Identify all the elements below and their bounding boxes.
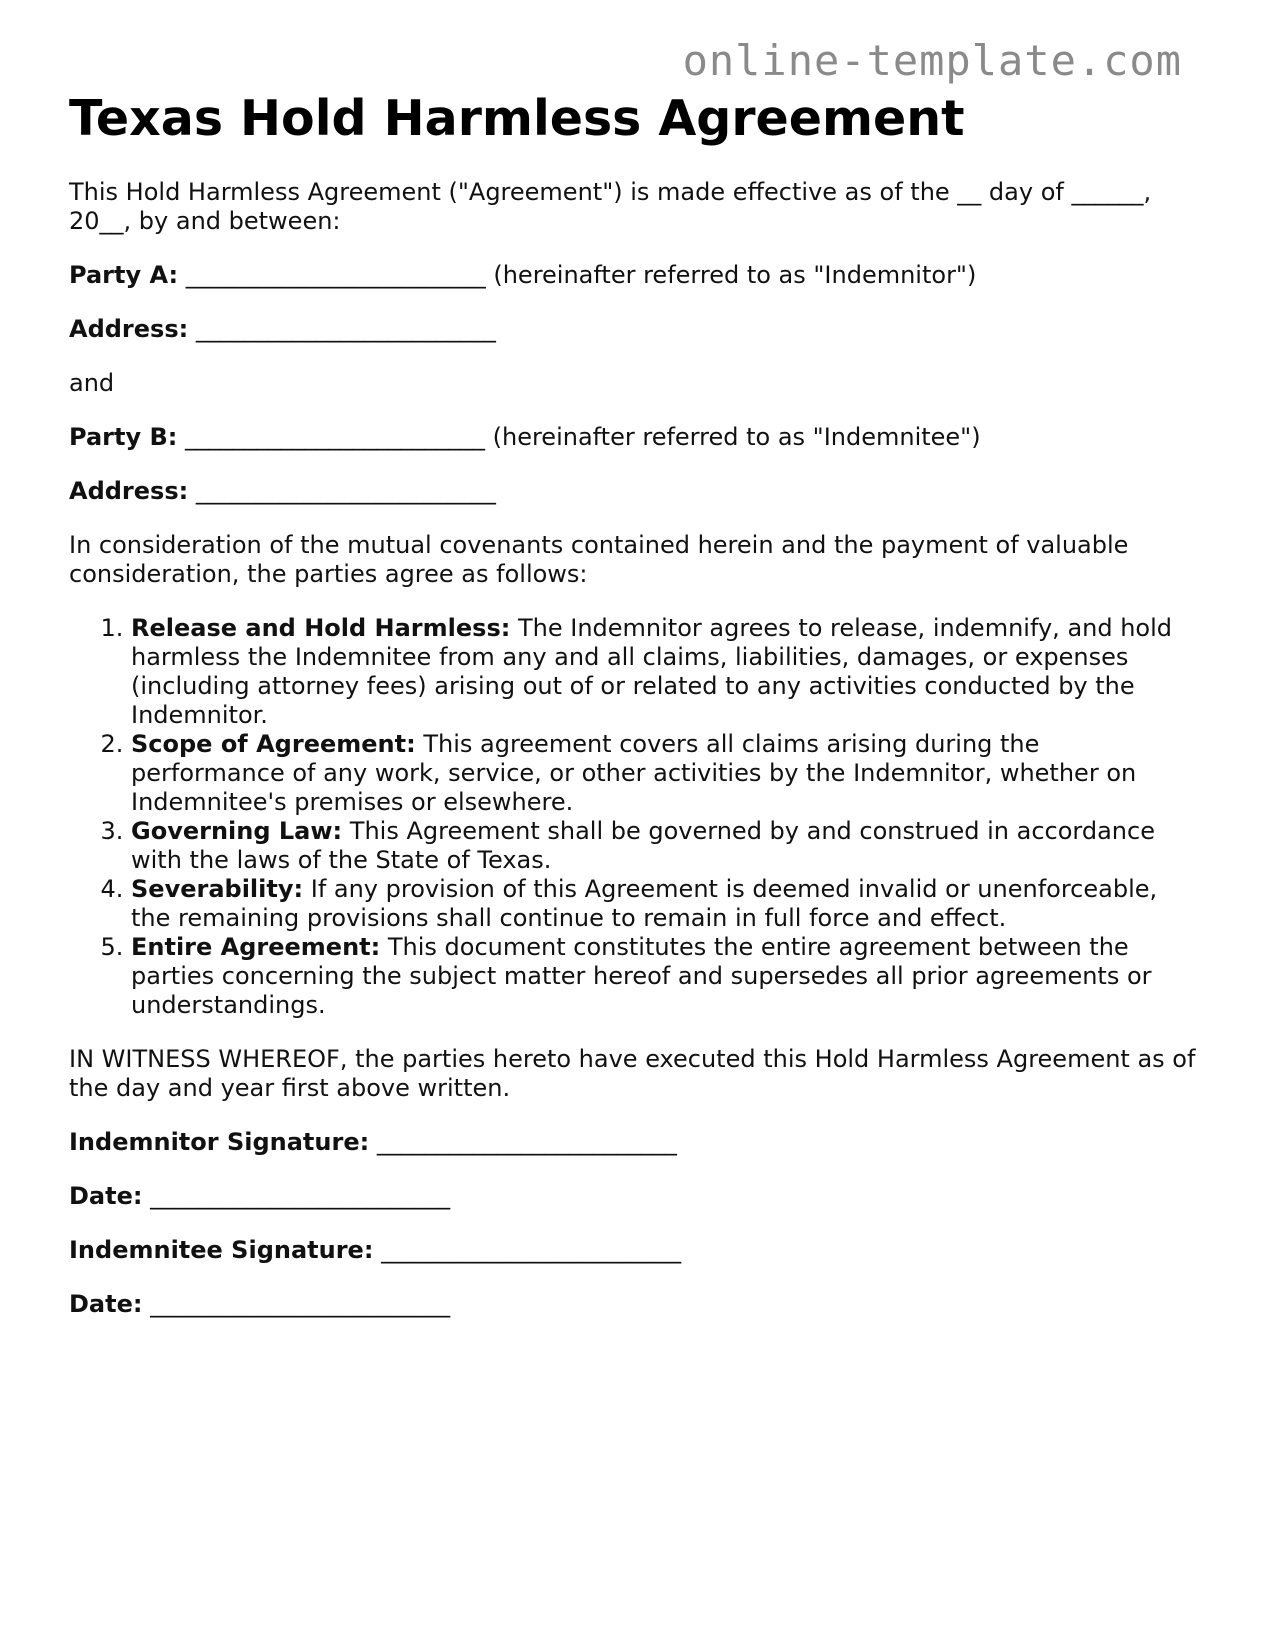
indemnitor-date-label: Date: bbox=[69, 1182, 143, 1210]
clause-heading: Entire Agreement: bbox=[131, 933, 381, 961]
clause-heading: Severability: bbox=[131, 875, 304, 903]
party-a-blank[interactable]: _________________________ bbox=[185, 261, 486, 289]
clause-item bbox=[131, 730, 1199, 817]
watermark: online-template.com bbox=[682, 36, 1182, 85]
indemnitee-date-blank[interactable]: _________________________ bbox=[150, 1290, 451, 1318]
clause-text: This Agreement shall be governed by and construed in accordance with the laws of the State of Texas. bbox=[131, 817, 1155, 874]
indemnitee-date-line bbox=[69, 1290, 1199, 1319]
address-b-blank[interactable]: _________________________ bbox=[195, 477, 496, 505]
indemnitee-signature-blank[interactable]: _________________________ bbox=[381, 1236, 682, 1264]
party-b-suffix: (hereinafter referred to as "Indemnitee") bbox=[492, 423, 981, 451]
clause-text: This document constitutes the entire agreement between the parties concerning the subject matter hereof and supersedes all prior agreements or understandings. bbox=[131, 933, 1152, 1019]
consideration-paragraph: In consideration of the mutual covenants contained herein and the payment of valuable consideration, the parties agree as follows: bbox=[69, 531, 1129, 588]
page-title: Texas Hold Harmless Agreement bbox=[69, 90, 965, 147]
clause-text: If any provision of this Agreement is deemed invalid or unenforceable, the remaining provisions shall continue to remain in full force and effect. bbox=[131, 875, 1158, 932]
clause-text: This agreement covers all claims arising during the performance of any work, service, or other activities by the Indemnitor, whether on Indemnitee's premises or elsewhere. bbox=[131, 730, 1137, 816]
party-a-label: Party A: bbox=[69, 261, 179, 289]
address-a-label: Address: bbox=[69, 315, 189, 343]
clause-list bbox=[69, 614, 1199, 1020]
address-a-blank[interactable]: _________________________ bbox=[195, 315, 496, 343]
indemnitee-date-label: Date: bbox=[69, 1290, 143, 1318]
witness-paragraph: IN WITNESS WHEREOF, the parties hereto have executed this Hold Harmless Agreement as of the day and year first above written. bbox=[69, 1045, 1196, 1102]
indemnitor-signature-label: Indemnitor Signature: bbox=[69, 1128, 370, 1156]
party-a-line bbox=[69, 261, 1199, 290]
indemnitee-signature-line bbox=[69, 1236, 1199, 1265]
clause-item bbox=[131, 817, 1199, 875]
party-a-suffix: (hereinafter referred to as "Indemnitor") bbox=[493, 261, 977, 289]
address-a-line bbox=[69, 315, 1199, 344]
address-b-line bbox=[69, 477, 1199, 506]
clause-text: The Indemnitor agrees to release, indemnify, and hold harmless the Indemnitee from any and all claims, liabilities, damages, or expenses (including attorney fees) arising out of or related to any activities conducted by the Indemnitor. bbox=[131, 614, 1173, 729]
indemnitor-signature-blank[interactable]: _________________________ bbox=[376, 1128, 677, 1156]
clause-heading: Scope of Agreement: bbox=[131, 730, 416, 758]
indemnitor-date-line bbox=[69, 1182, 1199, 1211]
clause-item bbox=[131, 614, 1199, 730]
document-page bbox=[69, 90, 1199, 1319]
party-b-line bbox=[69, 423, 1199, 452]
indemnitee-signature-label: Indemnitee Signature: bbox=[69, 1236, 374, 1264]
clause-item bbox=[131, 933, 1199, 1020]
indemnitor-date-blank[interactable]: _________________________ bbox=[150, 1182, 451, 1210]
and-text: and bbox=[69, 369, 115, 397]
intro-paragraph: This Hold Harmless Agreement ("Agreement") is made effective as of the __ day of ______, 20__, by and between: bbox=[69, 178, 1152, 235]
indemnitor-signature-line bbox=[69, 1128, 1199, 1157]
party-b-blank[interactable]: _________________________ bbox=[184, 423, 485, 451]
clause-heading: Governing Law: bbox=[131, 817, 343, 845]
clause-item bbox=[131, 875, 1199, 933]
party-b-label: Party B: bbox=[69, 423, 178, 451]
clause-heading: Release and Hold Harmless: bbox=[131, 614, 511, 642]
address-b-label: Address: bbox=[69, 477, 189, 505]
